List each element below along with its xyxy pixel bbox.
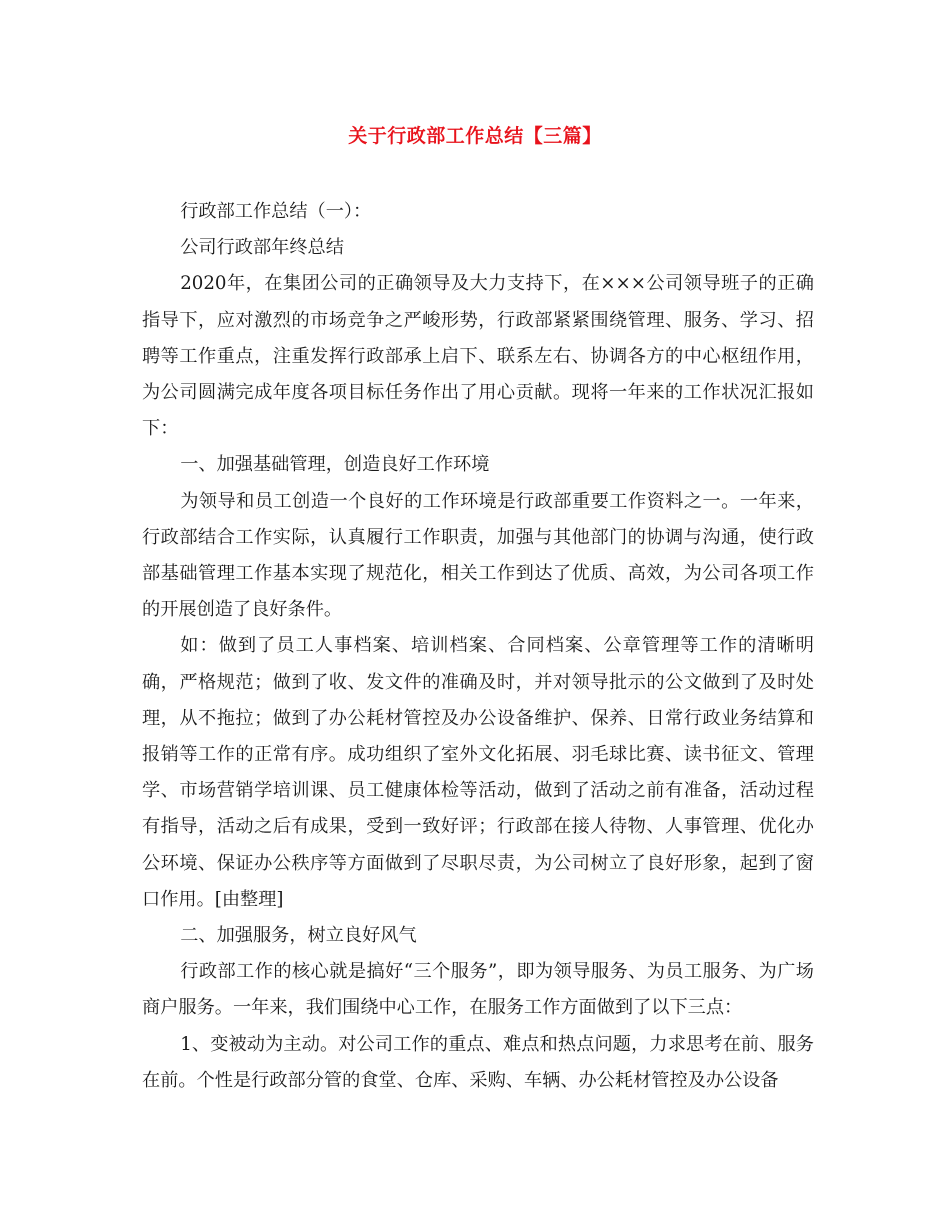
document-body (142, 194, 814, 1099)
paragraph: 为领导和员工创造一个良好的工作环境是行政部重要工作资料之一。一年来，行政部结合工作实际，认真履行工作职责，加强与其他部门的协调与沟通，使行政部基础管理工作基本实现了规范化，相关工作到达了优质、高效，为公司各项工作的开展创造了良好条件。 (142, 490, 814, 621)
document-title: 关于行政部工作总结【三篇】 (348, 125, 602, 147)
section-heading: 一、加强基础管理，创造良好工作环境 (180, 454, 490, 476)
paragraph: 1、变被动为主动。对公司工作的重点、难点和热点问题，力求思考在前、服务在前。个性是行政部分管的食堂、仓库、采购、车辆、办公耗材管控及办公设备 (142, 1033, 814, 1091)
paragraph: 行政部工作的核心就是搞好“三个服务”，即为领导服务、为员工服务、为广场商户服务。一年来，我们围绕中心工作，在服务工作方面做到了以下三点： (142, 961, 814, 1019)
paragraph: 如：做到了员工人事档案、培训档案、合同档案、公章管理等工作的清晰明确，严格规范；做到了收、发文件的准确及时，并对领导批示的公文做到了及时处理，从不拖拉；做到了办公耗材管控及办公设备维护、保养、日常行政业务结算和报销等工作的正常有序。成功组织了室外文化拓展、羽毛球比赛、读书征文、管理学、市场营销学培训课、员工健康体检等活动，做到了活动之前有准备，活动过程有指导，活动之后有成果，受到一致好评；行政部在接人待物、人事管理、优化办公环境、保证办公秩序等方面做到了尽职尽责，为公司树立了良好形象，起到了窗口作用。[由整理] (142, 635, 814, 910)
section-heading: 二、加强服务，树立良好风气 (180, 925, 417, 947)
subheading: 公司行政部年终总结 (180, 237, 344, 259)
paragraph: 2020年，在集团公司的正确领导及大力支持下，在×××公司领导班子的正确指导下，应对激烈的市场竞争之严峻形势，行政部紧紧围绕管理、服务、学习、招聘等工作重点，注重发挥行政部承上启下、联系左右、协调各方的中心枢纽作用，为公司圆满完成年度各项目标任务作出了用心贡献。现将一年来的工作状况汇报如下： (142, 273, 814, 440)
section-heading: 行政部工作总结（一）： (180, 201, 372, 222)
